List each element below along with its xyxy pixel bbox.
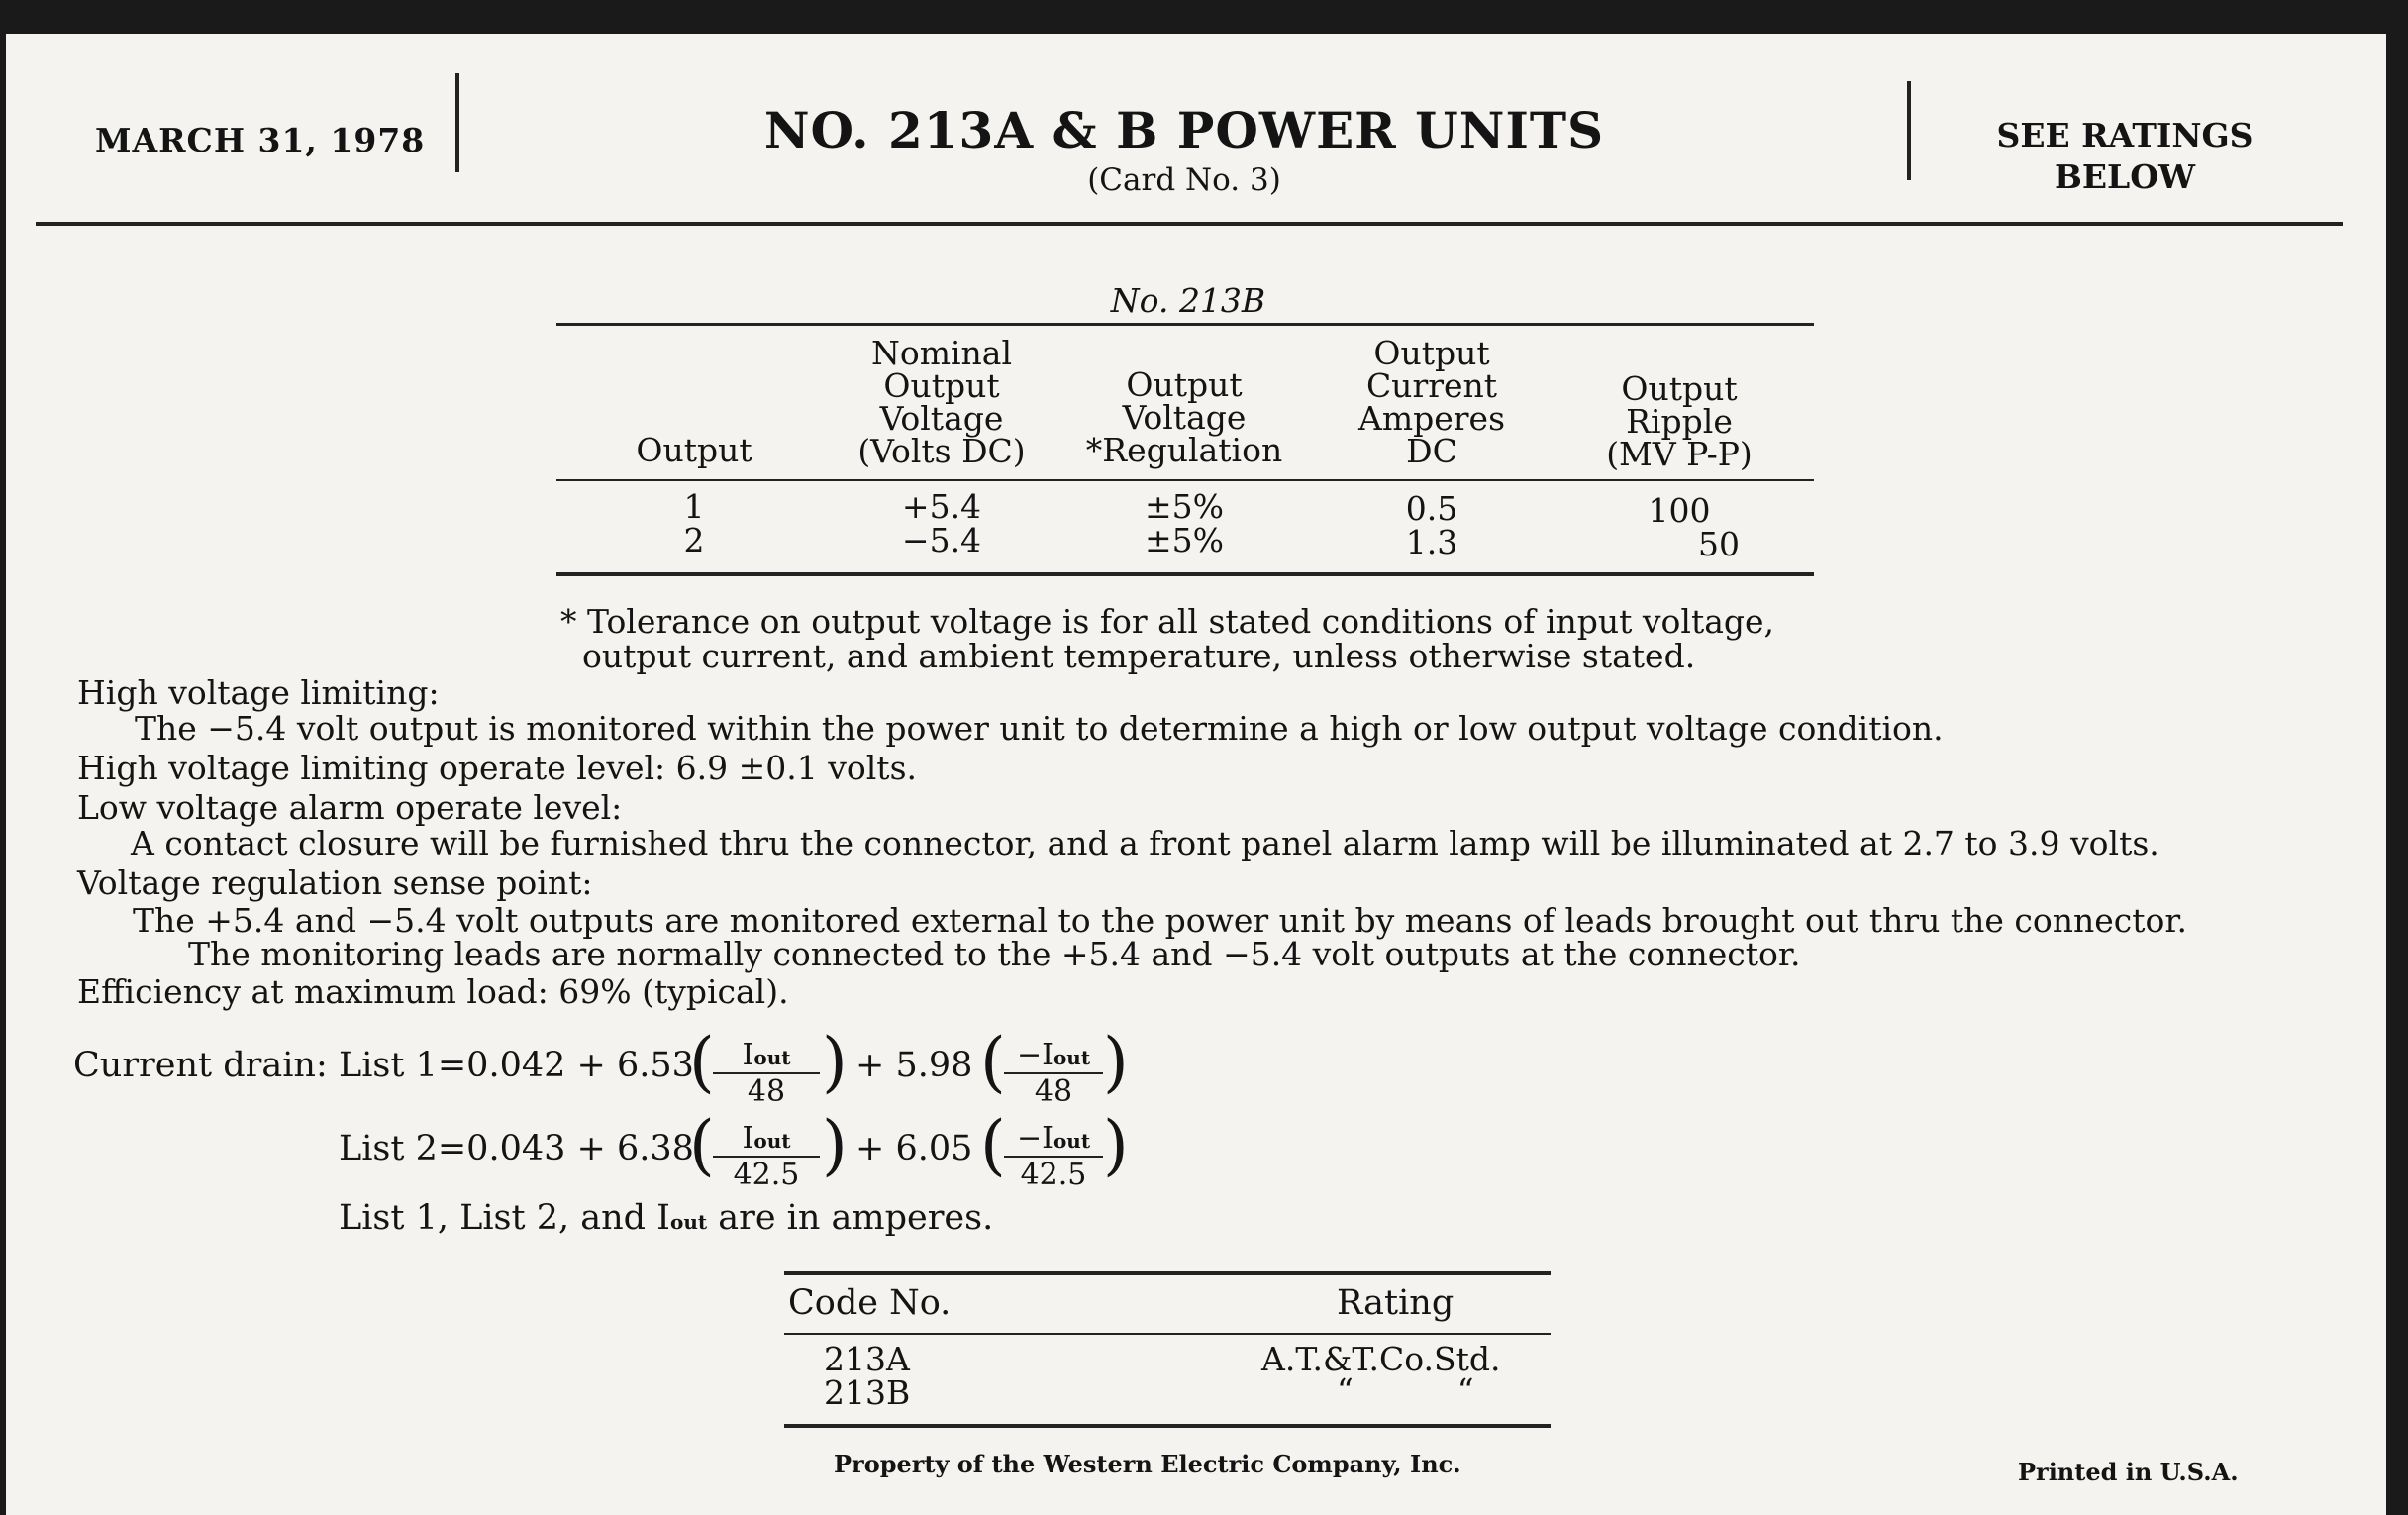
col-header-ripple: Output Ripple (MV P-P) — [1606, 369, 1753, 473]
codes-col-code: Code No. — [788, 1283, 952, 1323]
fraction-neg-iout-42-5: −Iout 42.5 — [1004, 1121, 1103, 1192]
col-header-output: Output — [636, 431, 752, 469]
footnote-line2: output current, and ambient temperature, unless otherwise stated. — [582, 637, 1696, 675]
table-cell: +5.4 — [901, 487, 982, 526]
card-number: (Card No. 3) — [1087, 162, 1281, 198]
fraction-iout-48: Iout 48 — [713, 1038, 820, 1109]
table-cell: ±5% — [1144, 521, 1224, 559]
page-title: NO. 213A & B POWER UNITS — [763, 101, 1605, 159]
table-cell: 1.3 — [1405, 523, 1458, 561]
table-cell: 50 — [1698, 525, 1740, 563]
spec-vr-sense-desc1: The +5.4 and −5.4 volt outputs are monitored external to the power unit by means of leads brought out thru the connector. — [133, 901, 2188, 940]
table-bottom-rule — [556, 572, 1814, 576]
data-card — [6, 34, 2386, 1515]
rating-213a: A.T.&T.Co.Std. — [1261, 1340, 1501, 1378]
header-rule — [36, 222, 2343, 226]
table-cell: ±5% — [1144, 487, 1224, 526]
paren-open: ( — [980, 1107, 1006, 1183]
spec-lv-alarm: Low voltage alarm operate level: — [77, 788, 623, 827]
table-cell: 1 — [683, 487, 705, 526]
table-cell: −5.4 — [901, 521, 982, 559]
codes-bottom-rule — [784, 1424, 1551, 1428]
spec-lv-alarm-desc: A contact closure will be furnished thru the connector, and a front panel alarm lamp will be illuminated at 2.7 to 3.9 volts. — [131, 824, 2159, 862]
table-cell: 2 — [683, 521, 705, 559]
drain-list2-lhs: List 2=0.043 + 6.38 — [339, 1129, 694, 1168]
drain-list2-mid: + 6.05 — [855, 1129, 973, 1168]
spec-vr-sense-desc2: The monitoring leads are normally connected to the +5.4 and −5.4 volt outputs at the connector. — [188, 935, 1801, 973]
ratings-note — [1917, 115, 2333, 198]
col-header-current: Output Current Amperes DC — [1357, 334, 1506, 470]
table-footnote — [560, 604, 1774, 673]
footer-printed: Printed in U.S.A. — [2018, 1458, 2239, 1486]
paren-open: ( — [689, 1024, 715, 1100]
paren-close: ) — [822, 1107, 848, 1183]
spec-hv-limiting: High voltage limiting: — [77, 673, 440, 712]
drain-units-note: List 1, List 2, and Iout are in amperes. — [339, 1198, 994, 1238]
paren-close: ) — [1103, 1024, 1129, 1100]
spec-hv-operate: High voltage limiting operate level: 6.9 ±0.1 volts. — [77, 749, 917, 787]
code-213b: 213B — [824, 1373, 911, 1412]
codes-top-rule — [784, 1271, 1551, 1275]
drain-label: Current drain: — [73, 1046, 328, 1085]
codes-col-rating: Rating — [1337, 1283, 1455, 1323]
spec-efficiency: Efficiency at maximum load: 69% (typical). — [77, 972, 789, 1011]
table-caption: No. 213B — [1110, 281, 1266, 320]
drain-list1-mid: + 5.98 — [855, 1046, 973, 1085]
fraction-iout-42-5: Iout 42.5 — [713, 1121, 820, 1192]
ratings-note-line1: SEE RATINGS — [1996, 116, 2254, 154]
header-divider-left — [455, 73, 459, 172]
spec-hv-limiting-desc: The −5.4 volt output is monitored within the power unit to determine a high or low output voltage condition. — [135, 709, 1944, 748]
table-cell: 0.5 — [1405, 489, 1458, 528]
table-header-rule — [556, 479, 1814, 481]
codes-header-rule — [784, 1333, 1551, 1335]
paren-open: ( — [689, 1107, 715, 1183]
header-divider-right — [1907, 81, 1911, 180]
table-cell: 100 — [1648, 491, 1711, 530]
paren-close: ) — [822, 1024, 848, 1100]
table-top-rule — [556, 323, 1814, 326]
card-date: MARCH 31, 1978 — [95, 121, 426, 159]
paren-open: ( — [980, 1024, 1006, 1100]
col-header-regulation: Output Voltage *Regulation — [1085, 365, 1283, 469]
code-213a: 213A — [824, 1340, 910, 1378]
footer-property: Property of the Western Electric Company, Inc. — [834, 1450, 1461, 1478]
ratings-note-line2: BELOW — [2054, 157, 2196, 196]
rating-213b: “ “ — [1337, 1371, 1474, 1410]
spec-vr-sense: Voltage regulation sense point: — [77, 863, 593, 902]
footnote-line1: * Tolerance on output voltage is for all stated conditions of input voltage, — [560, 602, 1775, 641]
paren-close: ) — [1103, 1107, 1129, 1183]
fraction-neg-iout-48: −Iout 48 — [1004, 1038, 1103, 1109]
col-header-nominal: Nominal Output Voltage (Volts DC) — [857, 334, 1026, 470]
drain-list1-lhs: List 1=0.042 + 6.53 — [339, 1046, 694, 1085]
